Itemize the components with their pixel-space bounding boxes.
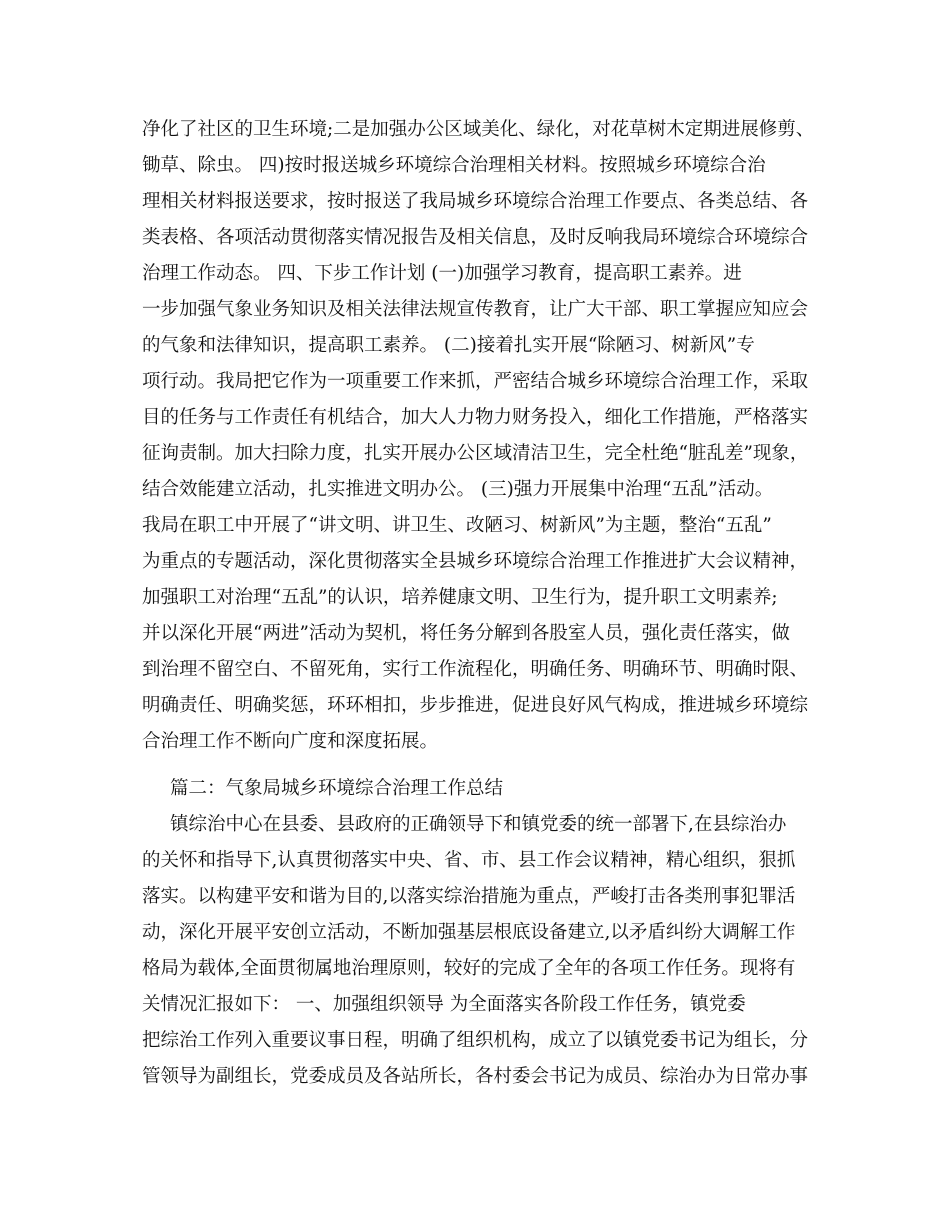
text-line: 净化了社区的卫生环境;二是加强办公区域美化、绿化，对花草树木定期进展修剪、: [142, 119, 815, 140]
text-line: 征询责制。加大扫除力度，扎实开展办公区域清洁卫生，完全杜绝“脏乱差”现象，: [142, 443, 809, 464]
text-line: 格局为载体,全面贯彻属地治理原则，较好的完成了全年的各项工作任务。现将有: [142, 958, 796, 979]
text-line: 项行动。我局把它作为一项重要工作来抓，严密结合城乡环境综合治理工作，采取: [142, 371, 809, 392]
text-line: 管领导为副组长，党委成员及各站所长，各村委会书记为成员、综治办为日常办事: [142, 1066, 809, 1087]
text-line: 的关怀和指导下,认真贯彻落实中央、省、市、县工作会议精神，精心组织，狠抓: [142, 850, 796, 871]
text-line: 明确责任、明确奖惩，环环相扣，步步推进，促进良好风气构成，推进城乡环境综: [142, 695, 809, 716]
text-line: 我局在职工中开展了“讲文明、讲卫生、改陋习、树新风”为主题，整治“五乱”: [142, 515, 772, 536]
body-text-block-section-two: [142, 771, 842, 1095]
text-line: 理相关材料报送要求，按时报送了我局城乡环境综合治理工作要点、各类总结、各: [142, 191, 809, 212]
text-line: 结合效能建立活动，扎实推进文明办公。 (三)强力开展集中治理“五乱”活动。: [142, 479, 774, 500]
text-line: 动，深化开展平安创立活动，不断加强基层根底设备建立,以矛盾纠纷大调解工作: [142, 922, 796, 943]
text-line: 的气象和法律知识，提高职工素养。 (二)接着扎实开展“除陋习、树新风”专: [142, 335, 755, 356]
text-line: 一步加强气象业务知识及相关法律法规宣传教育，让广大干部、职工掌握应知应会: [142, 299, 809, 320]
text-line: 治理工作动态。 四、下步工作计划 (一)加强学习教育，提高职工素养。进: [142, 263, 742, 284]
text-line: 合治理工作不断向广度和深度拓展。: [142, 731, 439, 752]
section-title: 篇二：气象局城乡环境综合治理工作总结: [170, 778, 504, 799]
text-line: 落实。以构建平安和谐为目的,以落实综治措施为重点，严峻打击各类刑事犯罪活: [142, 886, 796, 907]
text-line: 为重点的专题活动，深化贯彻落实全县城乡环境综合治理工作推进扩大会议精神，: [142, 551, 809, 572]
text-line: 并以深化开展“两进”活动为契机，将任务分解到各股室人员，强化责任落实，做: [142, 623, 790, 644]
text-line: 锄草、除虫。 四)按时报送城乡环境综合治理相关材料。按照城乡环境综合治: [142, 155, 766, 176]
paragraph-first-line: 镇综治中心在县委、县政府的正确领导下和镇党委的统一部署下,在县综治办: [170, 814, 787, 835]
text-line: 加强职工对治理“五乱”的认识，培养健康文明、卫生行为，提升职工文明素养;: [142, 587, 778, 608]
text-line: 关情况汇报如下： 一、加强组织领导 为全面落实各阶段工作任务，镇党委: [142, 994, 746, 1015]
body-text-block-continued: [142, 112, 842, 760]
text-line: 把综治工作列入重要议事日程，明确了组织机构，成立了以镇党委书记为组长，分: [142, 1030, 809, 1051]
text-line: 类表格、各项活动贯彻落实情况报告及相关信息，及时反响我局环境综合环境综合: [142, 227, 809, 248]
text-line: 目的任务与工作责任有机结合，加大人力物力财务投入，细化工作措施，严格落实: [142, 407, 809, 428]
text-line: 到治理不留空白、不留死角，实行工作流程化，明确任务、明确环节、明确时限、: [142, 659, 809, 680]
